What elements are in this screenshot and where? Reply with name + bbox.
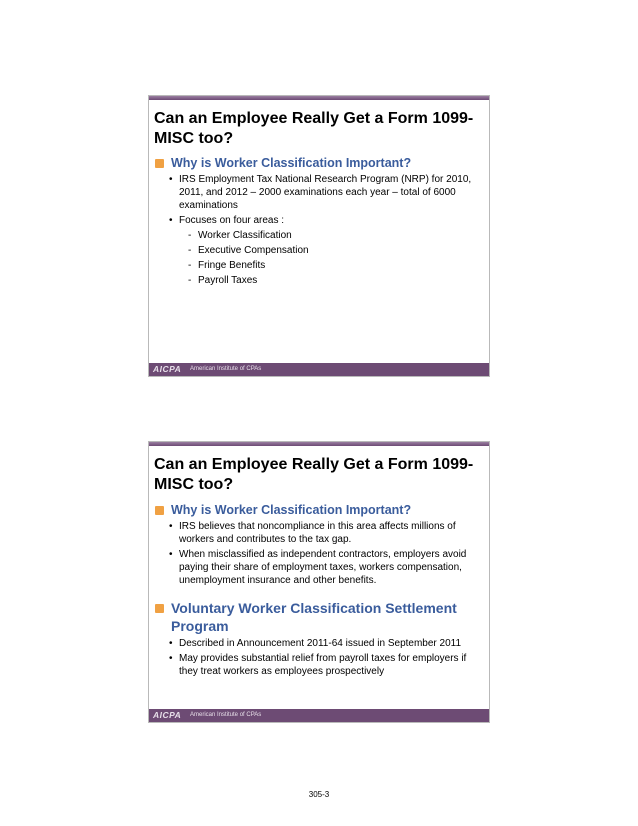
bullet-dot-icon: • — [169, 638, 173, 649]
section-heading — [154, 155, 483, 171]
sub-bullet-list — [154, 228, 483, 288]
bullet-text: Focuses on four areas : — [179, 215, 285, 226]
page-number: 305-3 — [308, 790, 330, 799]
bullet-item — [154, 214, 483, 288]
slide-title-line-2: MISC too? — [154, 476, 234, 493]
slide-title-line-2: MISC too? — [154, 130, 234, 147]
bullet-dot-icon: • — [169, 174, 173, 185]
square-bullet-icon — [155, 506, 164, 515]
bullet-dot-icon: • — [169, 215, 173, 226]
bullet-dot-icon: • — [169, 549, 173, 560]
aicpa-logo: AICPA — [153, 364, 182, 374]
section-heading-text: Voluntary Worker Classification Settlement Program — [171, 600, 457, 634]
square-bullet-icon — [155, 604, 164, 613]
bullet-item — [154, 652, 483, 678]
bullet-item — [154, 520, 483, 546]
slide-1 — [148, 95, 490, 377]
section-heading-text: Why is Worker Classification Important? — [171, 156, 412, 170]
slide-top-band — [149, 96, 489, 100]
slide-footer — [149, 363, 489, 376]
bullet-text: May provides substantial relief from payroll taxes for employers if they treat workers as employees prospectively — [179, 653, 467, 677]
sub-bullet-item — [154, 273, 483, 288]
sub-bullet-text: Executive Compensation — [198, 245, 309, 256]
slide-title-line-1: Can an Employee Really Get a Form 1099- — [154, 110, 474, 127]
bullet-list — [154, 637, 483, 678]
sub-bullet-text: Worker Classification — [198, 230, 292, 241]
dash-icon: - — [188, 245, 192, 256]
bullet-text: IRS Employment Tax National Research Program (NRP) for 2010, 2011, and 2012 – 2000 examinations each year – total of 6000 examinations — [179, 174, 472, 211]
bullet-dot-icon: • — [169, 521, 173, 532]
bullet-item — [154, 548, 483, 587]
slide-title — [154, 109, 482, 149]
sub-bullet-item — [154, 258, 483, 273]
slide-2 — [148, 441, 490, 723]
dash-icon: - — [188, 275, 192, 286]
slide-footer — [149, 709, 489, 722]
bullet-item — [154, 637, 483, 650]
aicpa-logo: AICPA — [153, 710, 182, 720]
slide-title-line-1: Can an Employee Really Get a Form 1099- — [154, 456, 474, 473]
dash-icon: - — [188, 260, 192, 271]
section-heading — [154, 599, 483, 635]
sub-bullet-item — [154, 228, 483, 243]
bullet-text: Described in Announcement 2011-64 issued in September 2011 — [179, 638, 462, 649]
slide-content — [154, 502, 483, 680]
sub-bullet-text: Payroll Taxes — [198, 275, 258, 286]
sub-bullet-item — [154, 243, 483, 258]
slide-title — [154, 455, 482, 495]
bullet-text: When misclassified as independent contractors, employers avoid paying their share of employment taxes, workers compensation, unemployment insurance and other benefits. — [179, 549, 467, 586]
sub-bullet-text: Fringe Benefits — [198, 260, 266, 271]
footer-org-name: American Institute of CPAs — [190, 712, 262, 718]
section-heading-text: Why is Worker Classification Important? — [171, 503, 412, 517]
section-heading — [154, 502, 483, 518]
footer-org-name: American Institute of CPAs — [190, 366, 262, 372]
dash-icon: - — [188, 230, 192, 241]
square-bullet-icon — [155, 159, 164, 168]
bullet-list — [154, 173, 483, 288]
slide-content — [154, 155, 483, 290]
bullet-list — [154, 520, 483, 587]
slide-top-band — [149, 442, 489, 446]
bullet-dot-icon: • — [169, 653, 173, 664]
bullet-item — [154, 173, 483, 212]
bullet-text: IRS believes that noncompliance in this area affects millions of workers and contributes to the tax gap. — [179, 521, 456, 545]
